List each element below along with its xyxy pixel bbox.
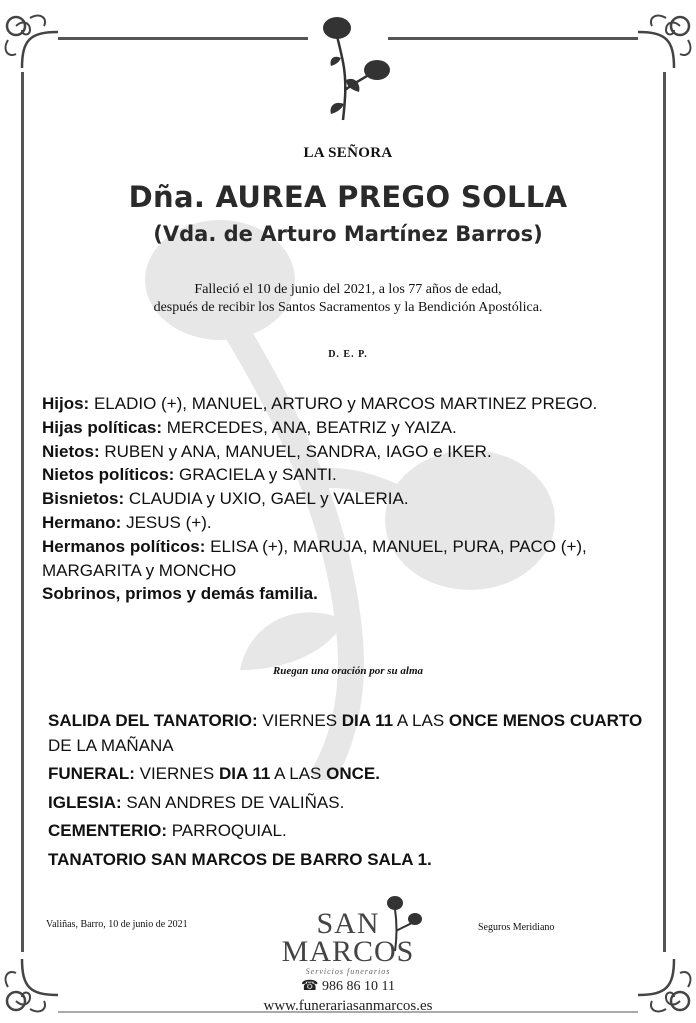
family-bisnietos: Bisnietos: CLAUDIA y UXIO, GAEL y VALERIA. <box>42 489 409 509</box>
death-line-1: Falleció el 10 de junio del 2021, a los 77 años de edad, <box>194 282 502 297</box>
phone-icon: ☎ <box>301 979 319 994</box>
frame-top-right <box>388 37 638 40</box>
family-hermanos-politicos: Hermanos políticos: ELISA (+), MARUJA, MANUEL, PURA, PACO (+), MARGARITA y MONCHO <box>42 536 587 580</box>
family-nietos-politicos: Nietos políticos: GRACIELA y SANTI. <box>42 465 337 485</box>
frame-top-left <box>58 37 308 40</box>
place-date: Valiñas, Barro, 10 de junio de 2021 <box>46 919 188 930</box>
family-hijas-politicas: Hijas políticas: MERCEDES, ANA, BEATRIZ y YAIZA. <box>42 417 457 437</box>
family-nietos: Nietos: RUBEN y ANA, MANUEL, SANDRA, IAGO e IKER. <box>42 441 492 461</box>
death-notice <box>0 281 696 317</box>
logo-subtitle: Servicios funerarios <box>305 967 391 976</box>
insurer: Seguros Meridiano <box>478 922 555 933</box>
phone-number: 986 86 10 11 <box>321 979 395 994</box>
dep: D. E. P. <box>328 349 368 360</box>
tanatorio: TANATORIO SAN MARCOS DE BARRO SALA 1. <box>48 849 432 869</box>
heading: LA SEÑORA <box>303 145 393 161</box>
logo-text-san: SAN <box>316 907 380 940</box>
family-list <box>42 392 652 606</box>
ceremony-details <box>48 709 648 872</box>
deceased-name: Dña. AUREA PREGO SOLLA <box>128 180 568 214</box>
flower-icon <box>315 12 395 124</box>
corner-ornament-icon <box>634 10 696 72</box>
family-hermano: Hermano: JESUS (+). <box>42 512 212 532</box>
family-hijos: Hijos: ELADIO (+), MANUEL, ARTURO y MARCOS MARTINEZ PREGO. <box>42 394 598 413</box>
iglesia: IGLESIA: SAN ANDRES DE VALIÑAS. <box>48 792 345 812</box>
phone <box>0 978 696 995</box>
logo-text-marcos: MARCOS <box>281 935 415 968</box>
funeral: FUNERAL: VIERNES DIA 11 A LAS ONCE. <box>48 764 380 783</box>
prayer-request: Ruegan una oración por su alma <box>272 665 424 677</box>
salida-tanatorio: SALIDA DEL TANATORIO: VIERNES DIA 11 A LAS ONCE MENOS CUARTO DE LA MAÑANA <box>48 711 643 755</box>
death-line-2: después de recibir los Santos Sacramentos y la Bendición Apostólica. <box>153 300 543 315</box>
cementerio: CEMENTERIO: PARROQUIAL. <box>48 821 287 840</box>
family-sobrinos: Sobrinos, primos y demás familia. <box>42 584 318 604</box>
website-link[interactable]: www.funerariasanmarcos.es <box>263 998 433 1014</box>
widow-of: (Vda. de Arturo Martínez Barros) <box>153 222 543 246</box>
corner-ornament-icon <box>0 10 62 72</box>
